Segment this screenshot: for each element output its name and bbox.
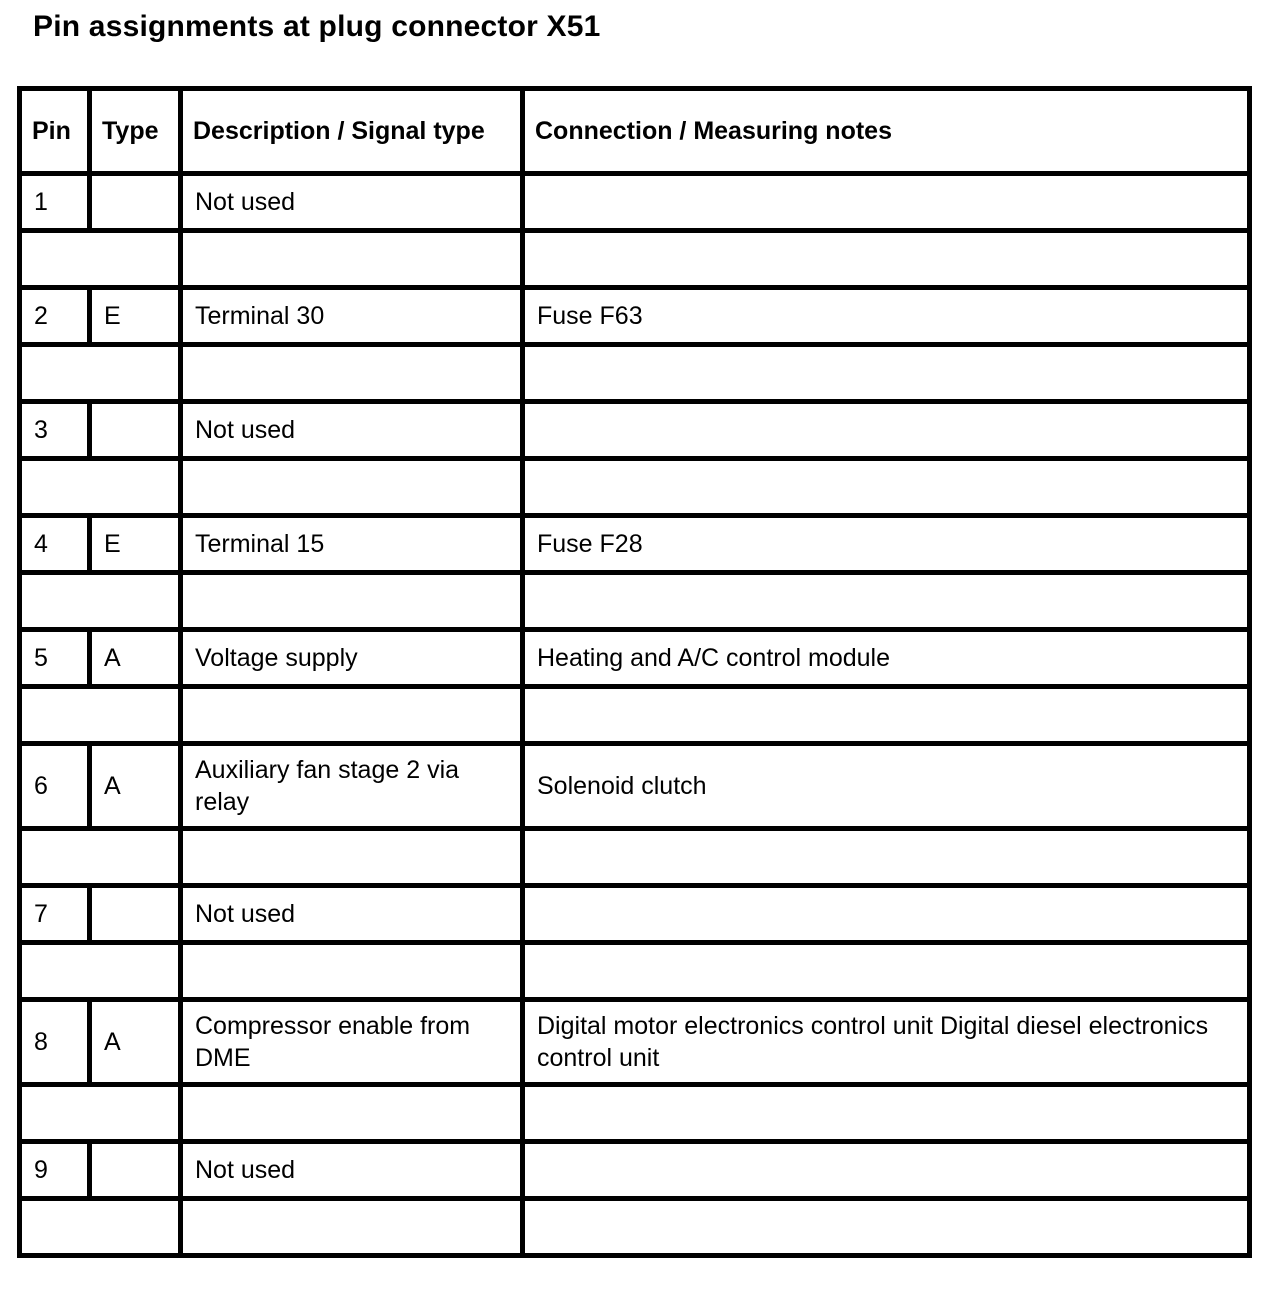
spacer-row	[20, 573, 1250, 630]
header-connection: Connection / Measuring notes	[523, 89, 1250, 174]
pin-assignment-table	[17, 86, 1252, 1258]
spacer-cell	[523, 345, 1250, 402]
pin-connection	[523, 174, 1250, 231]
pin-connection: Fuse F28	[523, 516, 1250, 573]
spacer-cell	[181, 943, 523, 1000]
header-description: Description / Signal type	[181, 89, 523, 174]
pin-number: 5	[20, 630, 90, 687]
spacer-cell	[20, 345, 181, 402]
pin-type	[90, 402, 181, 459]
table-row	[20, 174, 1250, 231]
header-type: Type	[90, 89, 181, 174]
spacer-row	[20, 459, 1250, 516]
table-row	[20, 1000, 1250, 1085]
spacer-cell	[20, 1199, 181, 1256]
spacer-row	[20, 829, 1250, 886]
table-header-row	[20, 89, 1250, 174]
spacer-cell	[20, 829, 181, 886]
spacer-row	[20, 1199, 1250, 1256]
spacer-cell	[20, 231, 181, 288]
pin-connection: Digital motor electronics control unit Digital diesel electronics control unit	[523, 1000, 1250, 1085]
pin-type	[90, 1142, 181, 1199]
spacer-cell	[20, 1085, 181, 1142]
table-row	[20, 886, 1250, 943]
spacer-cell	[181, 573, 523, 630]
pin-description: Voltage supply	[181, 630, 523, 687]
spacer-cell	[523, 943, 1250, 1000]
spacer-cell	[20, 573, 181, 630]
spacer-cell	[181, 1199, 523, 1256]
pin-type	[90, 886, 181, 943]
pin-number: 8	[20, 1000, 90, 1085]
table-row	[20, 630, 1250, 687]
spacer-cell	[181, 459, 523, 516]
spacer-row	[20, 687, 1250, 744]
pin-number: 1	[20, 174, 90, 231]
spacer-cell	[523, 687, 1250, 744]
pin-type: E	[90, 288, 181, 345]
pin-number: 7	[20, 886, 90, 943]
pin-description: Terminal 30	[181, 288, 523, 345]
pin-number: 4	[20, 516, 90, 573]
pin-description: Compressor enable from DME	[181, 1000, 523, 1085]
spacer-cell	[523, 573, 1250, 630]
pin-type	[90, 174, 181, 231]
pin-description: Not used	[181, 174, 523, 231]
page-title: Pin assignments at plug connector X51	[33, 10, 601, 43]
pin-description: Not used	[181, 1142, 523, 1199]
spacer-cell	[20, 459, 181, 516]
spacer-cell	[523, 1199, 1250, 1256]
pin-number: 6	[20, 744, 90, 829]
pin-number: 3	[20, 402, 90, 459]
pin-description: Auxiliary fan stage 2 via relay	[181, 744, 523, 829]
spacer-cell	[20, 687, 181, 744]
pin-number: 2	[20, 288, 90, 345]
pin-connection: Fuse F63	[523, 288, 1250, 345]
pin-type: A	[90, 630, 181, 687]
spacer-cell	[181, 687, 523, 744]
table-row	[20, 288, 1250, 345]
spacer-cell	[181, 345, 523, 402]
spacer-cell	[523, 1085, 1250, 1142]
pin-description: Terminal 15	[181, 516, 523, 573]
spacer-cell	[181, 231, 523, 288]
pin-connection: Heating and A/C control module	[523, 630, 1250, 687]
pin-connection	[523, 886, 1250, 943]
pin-type: A	[90, 744, 181, 829]
pin-type: A	[90, 1000, 181, 1085]
table-row	[20, 744, 1250, 829]
spacer-row	[20, 231, 1250, 288]
pin-connection	[523, 1142, 1250, 1199]
spacer-cell	[181, 1085, 523, 1142]
pin-number: 9	[20, 1142, 90, 1199]
pin-type: E	[90, 516, 181, 573]
spacer-cell	[523, 459, 1250, 516]
pin-description: Not used	[181, 886, 523, 943]
spacer-cell	[20, 943, 181, 1000]
table-row	[20, 1142, 1250, 1199]
spacer-row	[20, 943, 1250, 1000]
spacer-row	[20, 345, 1250, 402]
table-row	[20, 516, 1250, 573]
table-row	[20, 402, 1250, 459]
spacer-cell	[523, 829, 1250, 886]
pin-connection	[523, 402, 1250, 459]
pin-connection: Solenoid clutch	[523, 744, 1250, 829]
spacer-row	[20, 1085, 1250, 1142]
pin-description: Not used	[181, 402, 523, 459]
header-pin: Pin	[20, 89, 90, 174]
spacer-cell	[523, 231, 1250, 288]
spacer-cell	[181, 829, 523, 886]
